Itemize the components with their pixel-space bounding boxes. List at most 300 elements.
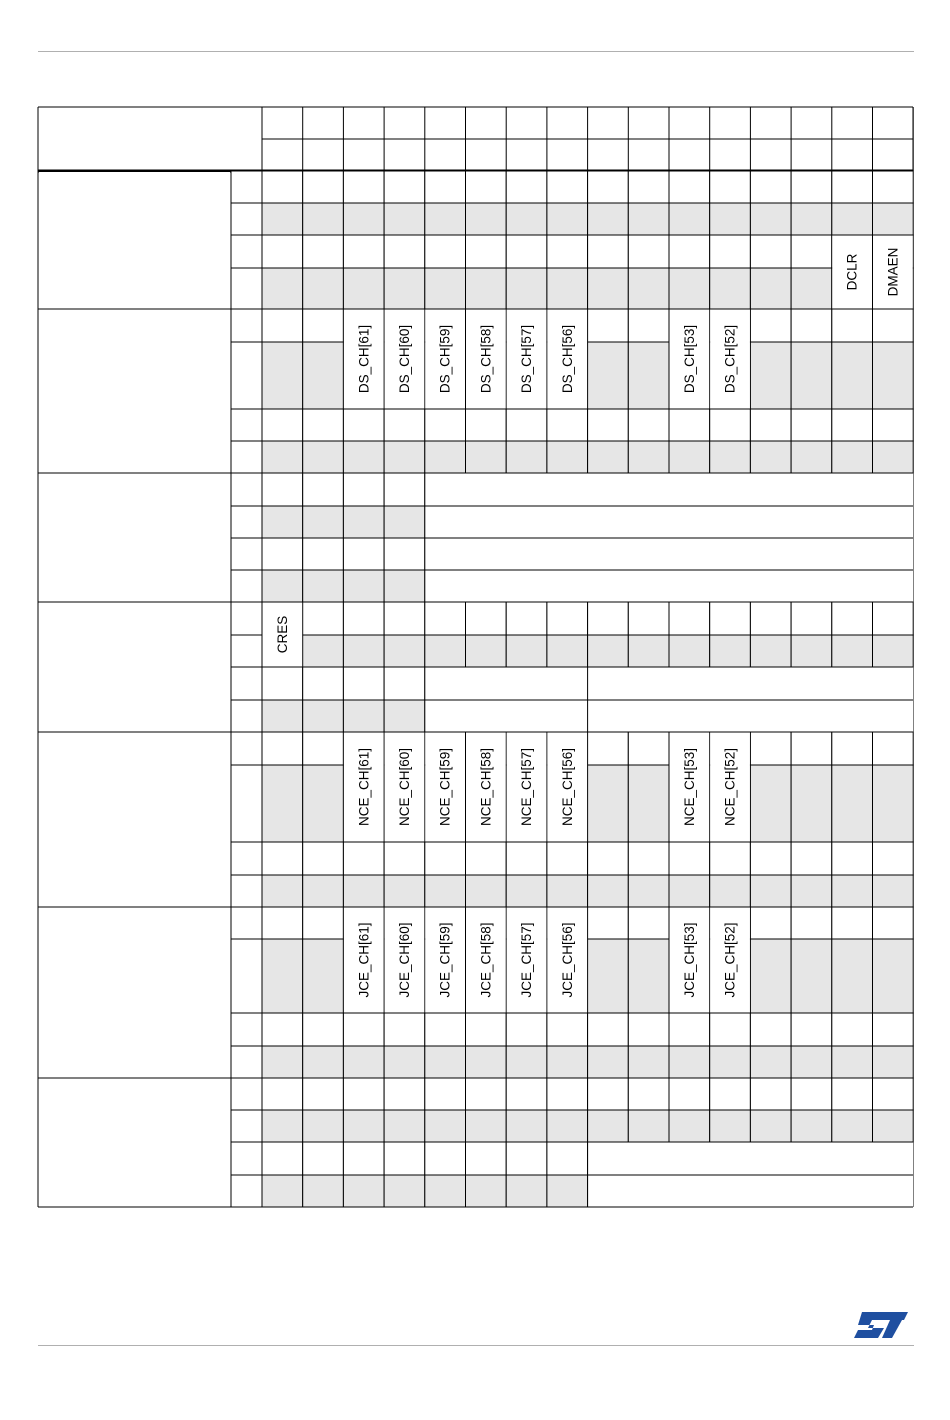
bit-cell <box>873 171 914 203</box>
bit-cell <box>832 1013 873 1046</box>
bit-cell <box>750 1110 791 1142</box>
bit-cell <box>506 268 547 309</box>
bit-cell <box>506 635 547 667</box>
row-index-cell <box>232 1176 262 1207</box>
bit-cell <box>425 1046 466 1078</box>
bit-cell <box>547 441 588 473</box>
field-label: JCE_CH[56] <box>559 922 575 998</box>
bit-cell <box>791 268 832 309</box>
bit-cell <box>832 907 873 939</box>
bit-cell <box>873 907 914 939</box>
bit-cell <box>384 667 425 700</box>
bit-cell <box>628 171 669 203</box>
bit-cell <box>791 203 832 235</box>
bit-cell <box>588 1110 629 1142</box>
register-name-cell <box>39 1079 230 1206</box>
bit-cell <box>547 1142 588 1175</box>
bit-cell <box>750 765 791 842</box>
bit-cell <box>384 700 425 732</box>
field-label: NCE_CH[57] <box>519 747 535 827</box>
bit-cell <box>710 268 751 309</box>
bit-cell <box>384 875 425 907</box>
reserved-area <box>425 667 913 700</box>
bit-cell <box>628 441 669 473</box>
bit-cell <box>791 171 832 203</box>
bit-cell <box>669 635 710 667</box>
st-logo-icon <box>852 1310 910 1340</box>
bit-cell <box>832 1046 873 1078</box>
register-name-cell <box>39 474 230 601</box>
bit-cell <box>588 765 629 842</box>
bit-cell <box>262 570 303 602</box>
bit-cell <box>384 268 425 309</box>
bit-cell <box>628 409 669 441</box>
bit-cell <box>669 171 710 203</box>
bit-cell <box>588 635 629 667</box>
bit-cell <box>832 842 873 875</box>
bit-cell <box>343 635 384 667</box>
bit-cell <box>710 1013 751 1046</box>
bit-cell <box>873 1110 914 1142</box>
bit-cell <box>791 1046 832 1078</box>
bit-cell <box>262 506 303 538</box>
bit-cell <box>303 570 344 602</box>
bit-cell <box>669 1046 710 1078</box>
row-index-cell <box>232 310 262 342</box>
bit-cell <box>303 875 344 907</box>
reserved-area <box>425 473 913 506</box>
row-index-cell <box>232 236 262 268</box>
bit-cell <box>791 732 832 765</box>
bit-cell <box>303 765 344 842</box>
bit-cell <box>425 1142 466 1175</box>
bit-cell <box>588 409 629 441</box>
bit-cell <box>628 1078 669 1110</box>
bit-cell <box>628 203 669 235</box>
bit-cell <box>832 441 873 473</box>
bit-cell <box>791 1013 832 1046</box>
bit-cell <box>791 842 832 875</box>
bit-cell <box>466 602 507 635</box>
bit-cell <box>669 875 710 907</box>
bit-cell <box>832 171 873 203</box>
bit-cell <box>791 635 832 667</box>
bit-cell <box>588 732 629 765</box>
bit-cell <box>343 441 384 473</box>
bit-cell <box>628 875 669 907</box>
bit-cell <box>750 1013 791 1046</box>
bit-cell <box>303 441 344 473</box>
row-index-cell <box>232 410 262 441</box>
bit-cell <box>547 1013 588 1046</box>
bit-cell <box>791 939 832 1013</box>
field-label: JCE_CH[52] <box>722 922 738 998</box>
row-index-cell <box>232 507 262 538</box>
bit-cell <box>547 1078 588 1110</box>
row-index-cell <box>232 204 262 235</box>
field-label: DCLR <box>844 253 860 291</box>
field-label: NCE_CH[53] <box>681 747 697 827</box>
bit-cell <box>262 342 303 409</box>
bit-cell <box>466 203 507 235</box>
bit-cell <box>628 1046 669 1078</box>
bit-cell <box>262 309 303 342</box>
bit-cell <box>628 635 669 667</box>
bit-cell <box>832 765 873 842</box>
bit-cell <box>873 875 914 907</box>
bit-cell <box>791 907 832 939</box>
bit-cell <box>384 203 425 235</box>
bit-cell <box>832 342 873 409</box>
bit-cell <box>506 203 547 235</box>
bit-cell <box>343 268 384 309</box>
bit-cell <box>588 171 629 203</box>
bit-cell <box>384 1078 425 1110</box>
bit-cell <box>750 1078 791 1110</box>
bit-cell <box>873 842 914 875</box>
bit-cell <box>750 732 791 765</box>
bit-cell <box>791 342 832 409</box>
bit-cell <box>832 939 873 1013</box>
field-label: DS_CH[56] <box>559 324 575 394</box>
bit-cell <box>750 409 791 441</box>
bit-cell <box>384 473 425 506</box>
row-index-cell <box>232 442 262 473</box>
bit-cell <box>262 473 303 506</box>
bit-cell <box>262 235 303 268</box>
bit-cell <box>384 506 425 538</box>
field-label: DS_CH[61] <box>356 324 372 394</box>
bit-cell <box>343 473 384 506</box>
field-label: NCE_CH[60] <box>396 747 412 827</box>
bit-cell <box>343 842 384 875</box>
bit-cell <box>710 875 751 907</box>
field-label: JCE_CH[59] <box>437 922 453 998</box>
bit-cell <box>303 1175 344 1207</box>
bit-cell <box>343 235 384 268</box>
reserved-area <box>425 700 913 732</box>
bit-cell <box>384 1175 425 1207</box>
bit-cell <box>588 1046 629 1078</box>
bit-cell <box>384 538 425 570</box>
bit-cell <box>547 842 588 875</box>
bit-cell <box>588 441 629 473</box>
bit-cell <box>343 1078 384 1110</box>
bit-cell <box>425 268 466 309</box>
field-label: NCE_CH[56] <box>559 747 575 827</box>
bit-cell <box>384 441 425 473</box>
bit-cell <box>425 1175 466 1207</box>
bit-cell <box>832 409 873 441</box>
bit-cell <box>628 732 669 765</box>
reserved-area <box>425 506 913 538</box>
field-label: CRES <box>274 615 290 654</box>
bit-cell <box>303 171 344 203</box>
bit-cell <box>506 1013 547 1046</box>
bit-cell <box>303 700 344 732</box>
bit-cell <box>628 939 669 1013</box>
field-label: DS_CH[52] <box>722 324 738 394</box>
bit-cell <box>466 1142 507 1175</box>
row-index-cell <box>232 733 262 765</box>
bit-cell <box>873 1078 914 1110</box>
bit-cell <box>873 342 914 409</box>
bit-cell <box>628 1110 669 1142</box>
bit-cell <box>791 1110 832 1142</box>
bit-cell <box>750 203 791 235</box>
row-index-cell <box>232 474 262 506</box>
bit-cell <box>343 203 384 235</box>
row-index-cell <box>232 1111 262 1142</box>
bit-cell <box>588 907 629 939</box>
bit-cell <box>343 409 384 441</box>
row-index-cell <box>232 843 262 875</box>
register-name-cell <box>39 733 230 906</box>
bit-cell <box>262 1110 303 1142</box>
bit-cell <box>303 635 344 667</box>
bit-cell <box>384 1046 425 1078</box>
bit-cell <box>873 409 914 441</box>
bit-cell <box>669 441 710 473</box>
row-index-cell <box>232 603 262 635</box>
field-label: JCE_CH[57] <box>519 922 535 998</box>
reserved-area <box>588 1175 913 1207</box>
field-label: DS_CH[59] <box>437 324 453 394</box>
bit-cell <box>466 409 507 441</box>
bit-cell <box>669 203 710 235</box>
bit-cell <box>262 907 303 939</box>
bit-cell <box>832 602 873 635</box>
bit-cell <box>832 635 873 667</box>
bit-cell <box>343 1142 384 1175</box>
bit-cell <box>343 506 384 538</box>
bit-cell <box>425 235 466 268</box>
bit-cell <box>710 203 751 235</box>
bit-cell <box>750 875 791 907</box>
bit-cell <box>750 441 791 473</box>
bit-cell <box>628 907 669 939</box>
bit-cell <box>750 635 791 667</box>
bit-cell <box>588 842 629 875</box>
field-label: DS_CH[58] <box>478 324 494 394</box>
bit-cell <box>343 1110 384 1142</box>
field-label: DMAEN <box>885 247 901 297</box>
bit-cell <box>343 1013 384 1046</box>
bit-cell <box>873 203 914 235</box>
bit-cell <box>262 538 303 570</box>
bit-cell <box>343 570 384 602</box>
bit-cell <box>710 635 751 667</box>
bit-cell <box>343 700 384 732</box>
bit-cell <box>303 1078 344 1110</box>
bit-cell <box>384 602 425 635</box>
bit-cell <box>466 635 507 667</box>
bit-cell <box>343 602 384 635</box>
bit-cell <box>750 907 791 939</box>
bit-cell <box>466 268 507 309</box>
bit-cell <box>425 203 466 235</box>
bit-cell <box>669 409 710 441</box>
bit-cell <box>303 1013 344 1046</box>
row-index-cell <box>232 172 262 203</box>
bit-cell <box>384 171 425 203</box>
field-label: JCE_CH[60] <box>396 922 412 998</box>
bit-cell <box>506 1110 547 1142</box>
bit-cell <box>384 235 425 268</box>
row-index-cell <box>232 1143 262 1175</box>
bit-cell <box>303 1142 344 1175</box>
bit-cell <box>547 875 588 907</box>
bit-cell <box>750 1046 791 1078</box>
bit-cell <box>384 635 425 667</box>
bit-cell <box>303 268 344 309</box>
bit-cell <box>588 342 629 409</box>
bit-cell <box>791 875 832 907</box>
bit-cell <box>547 235 588 268</box>
bit-cell <box>303 538 344 570</box>
reserved-area <box>425 538 913 570</box>
bit-cell <box>262 939 303 1013</box>
row-index-cell <box>232 636 262 667</box>
bit-cell <box>466 441 507 473</box>
bit-cell <box>588 235 629 268</box>
bit-cell <box>547 1175 588 1207</box>
bit-cell <box>425 1078 466 1110</box>
bit-cell <box>466 1110 507 1142</box>
row-index-cell <box>232 766 262 842</box>
bit-cell <box>466 842 507 875</box>
bit-cell <box>425 171 466 203</box>
bit-cell <box>791 309 832 342</box>
row-index-cell <box>232 1014 262 1046</box>
bit-cell <box>588 1078 629 1110</box>
bit-cell <box>588 939 629 1013</box>
bit-cell <box>303 732 344 765</box>
bit-cell <box>547 409 588 441</box>
bit-cell <box>506 602 547 635</box>
field-label: DS_CH[60] <box>396 324 412 394</box>
bit-cell <box>384 842 425 875</box>
bit-cell <box>262 1078 303 1110</box>
bit-cell <box>506 409 547 441</box>
bit-cell <box>303 342 344 409</box>
field-label: JCE_CH[53] <box>681 922 697 998</box>
bit-cell <box>262 700 303 732</box>
bit-cell <box>832 875 873 907</box>
bit-cell <box>262 732 303 765</box>
field-label: DS_CH[53] <box>681 324 697 394</box>
row-index-cell <box>232 876 262 907</box>
bit-cell <box>791 1078 832 1110</box>
bit-cell <box>506 1175 547 1207</box>
bit-cell <box>303 1046 344 1078</box>
bit-cell <box>628 342 669 409</box>
bit-cell <box>832 732 873 765</box>
field-label: JCE_CH[58] <box>478 922 494 998</box>
bit-cell <box>384 1013 425 1046</box>
bit-cell <box>384 570 425 602</box>
bit-cell <box>262 765 303 842</box>
bit-cell <box>384 1142 425 1175</box>
bit-cell <box>791 441 832 473</box>
field-label: NCE_CH[52] <box>722 747 738 827</box>
bit-cell <box>873 1046 914 1078</box>
bit-cell <box>303 409 344 441</box>
bit-cell <box>425 842 466 875</box>
register-name-cell <box>39 908 230 1077</box>
field-label: NCE_CH[61] <box>356 747 372 827</box>
bit-cell <box>343 171 384 203</box>
bit-cell <box>425 441 466 473</box>
row-index-cell <box>232 701 262 732</box>
row-index-cell <box>232 571 262 602</box>
bit-cell <box>873 309 914 342</box>
bit-cell <box>303 907 344 939</box>
register-name-cell <box>39 310 230 472</box>
bit-cell <box>343 1175 384 1207</box>
bit-cell <box>791 409 832 441</box>
field-label: NCE_CH[58] <box>478 747 494 827</box>
bit-cell <box>506 842 547 875</box>
bit-cell <box>262 875 303 907</box>
bit-cell <box>547 203 588 235</box>
row-index-cell <box>232 1079 262 1110</box>
bit-cell <box>384 1110 425 1142</box>
bit-cell <box>588 602 629 635</box>
bit-cell <box>628 602 669 635</box>
bit-cell <box>710 171 751 203</box>
bit-cell <box>506 1078 547 1110</box>
bit-cell <box>669 1110 710 1142</box>
bit-cell <box>750 342 791 409</box>
bit-cell <box>506 171 547 203</box>
bit-cell <box>506 1046 547 1078</box>
row-index-cell <box>232 908 262 939</box>
bit-cell <box>425 635 466 667</box>
bit-cell <box>750 171 791 203</box>
bit-cell <box>547 1110 588 1142</box>
bit-cell <box>750 235 791 268</box>
bit-cell <box>628 235 669 268</box>
field-label: JCE_CH[61] <box>356 922 372 998</box>
bit-cell <box>343 667 384 700</box>
bit-cell <box>832 1110 873 1142</box>
field-label: DS_CH[57] <box>519 324 535 394</box>
bit-cell <box>750 309 791 342</box>
bit-cell <box>628 1013 669 1046</box>
bit-cell <box>710 235 751 268</box>
bit-cell <box>262 1013 303 1046</box>
bit-cell <box>873 635 914 667</box>
bit-cell <box>588 203 629 235</box>
field-label: NCE_CH[59] <box>437 747 453 827</box>
bit-cell <box>262 1142 303 1175</box>
bit-cell <box>791 602 832 635</box>
bit-cell <box>506 875 547 907</box>
bit-cell <box>710 842 751 875</box>
bit-cell <box>873 732 914 765</box>
bit-cell <box>262 203 303 235</box>
bit-cell <box>832 1078 873 1110</box>
bit-cell <box>303 842 344 875</box>
bit-cell <box>425 875 466 907</box>
reserved-area <box>588 1142 913 1175</box>
bit-cell <box>588 268 629 309</box>
row-index-cell <box>232 269 262 309</box>
bit-cell <box>303 473 344 506</box>
bit-cell <box>343 875 384 907</box>
bit-cell <box>466 1175 507 1207</box>
